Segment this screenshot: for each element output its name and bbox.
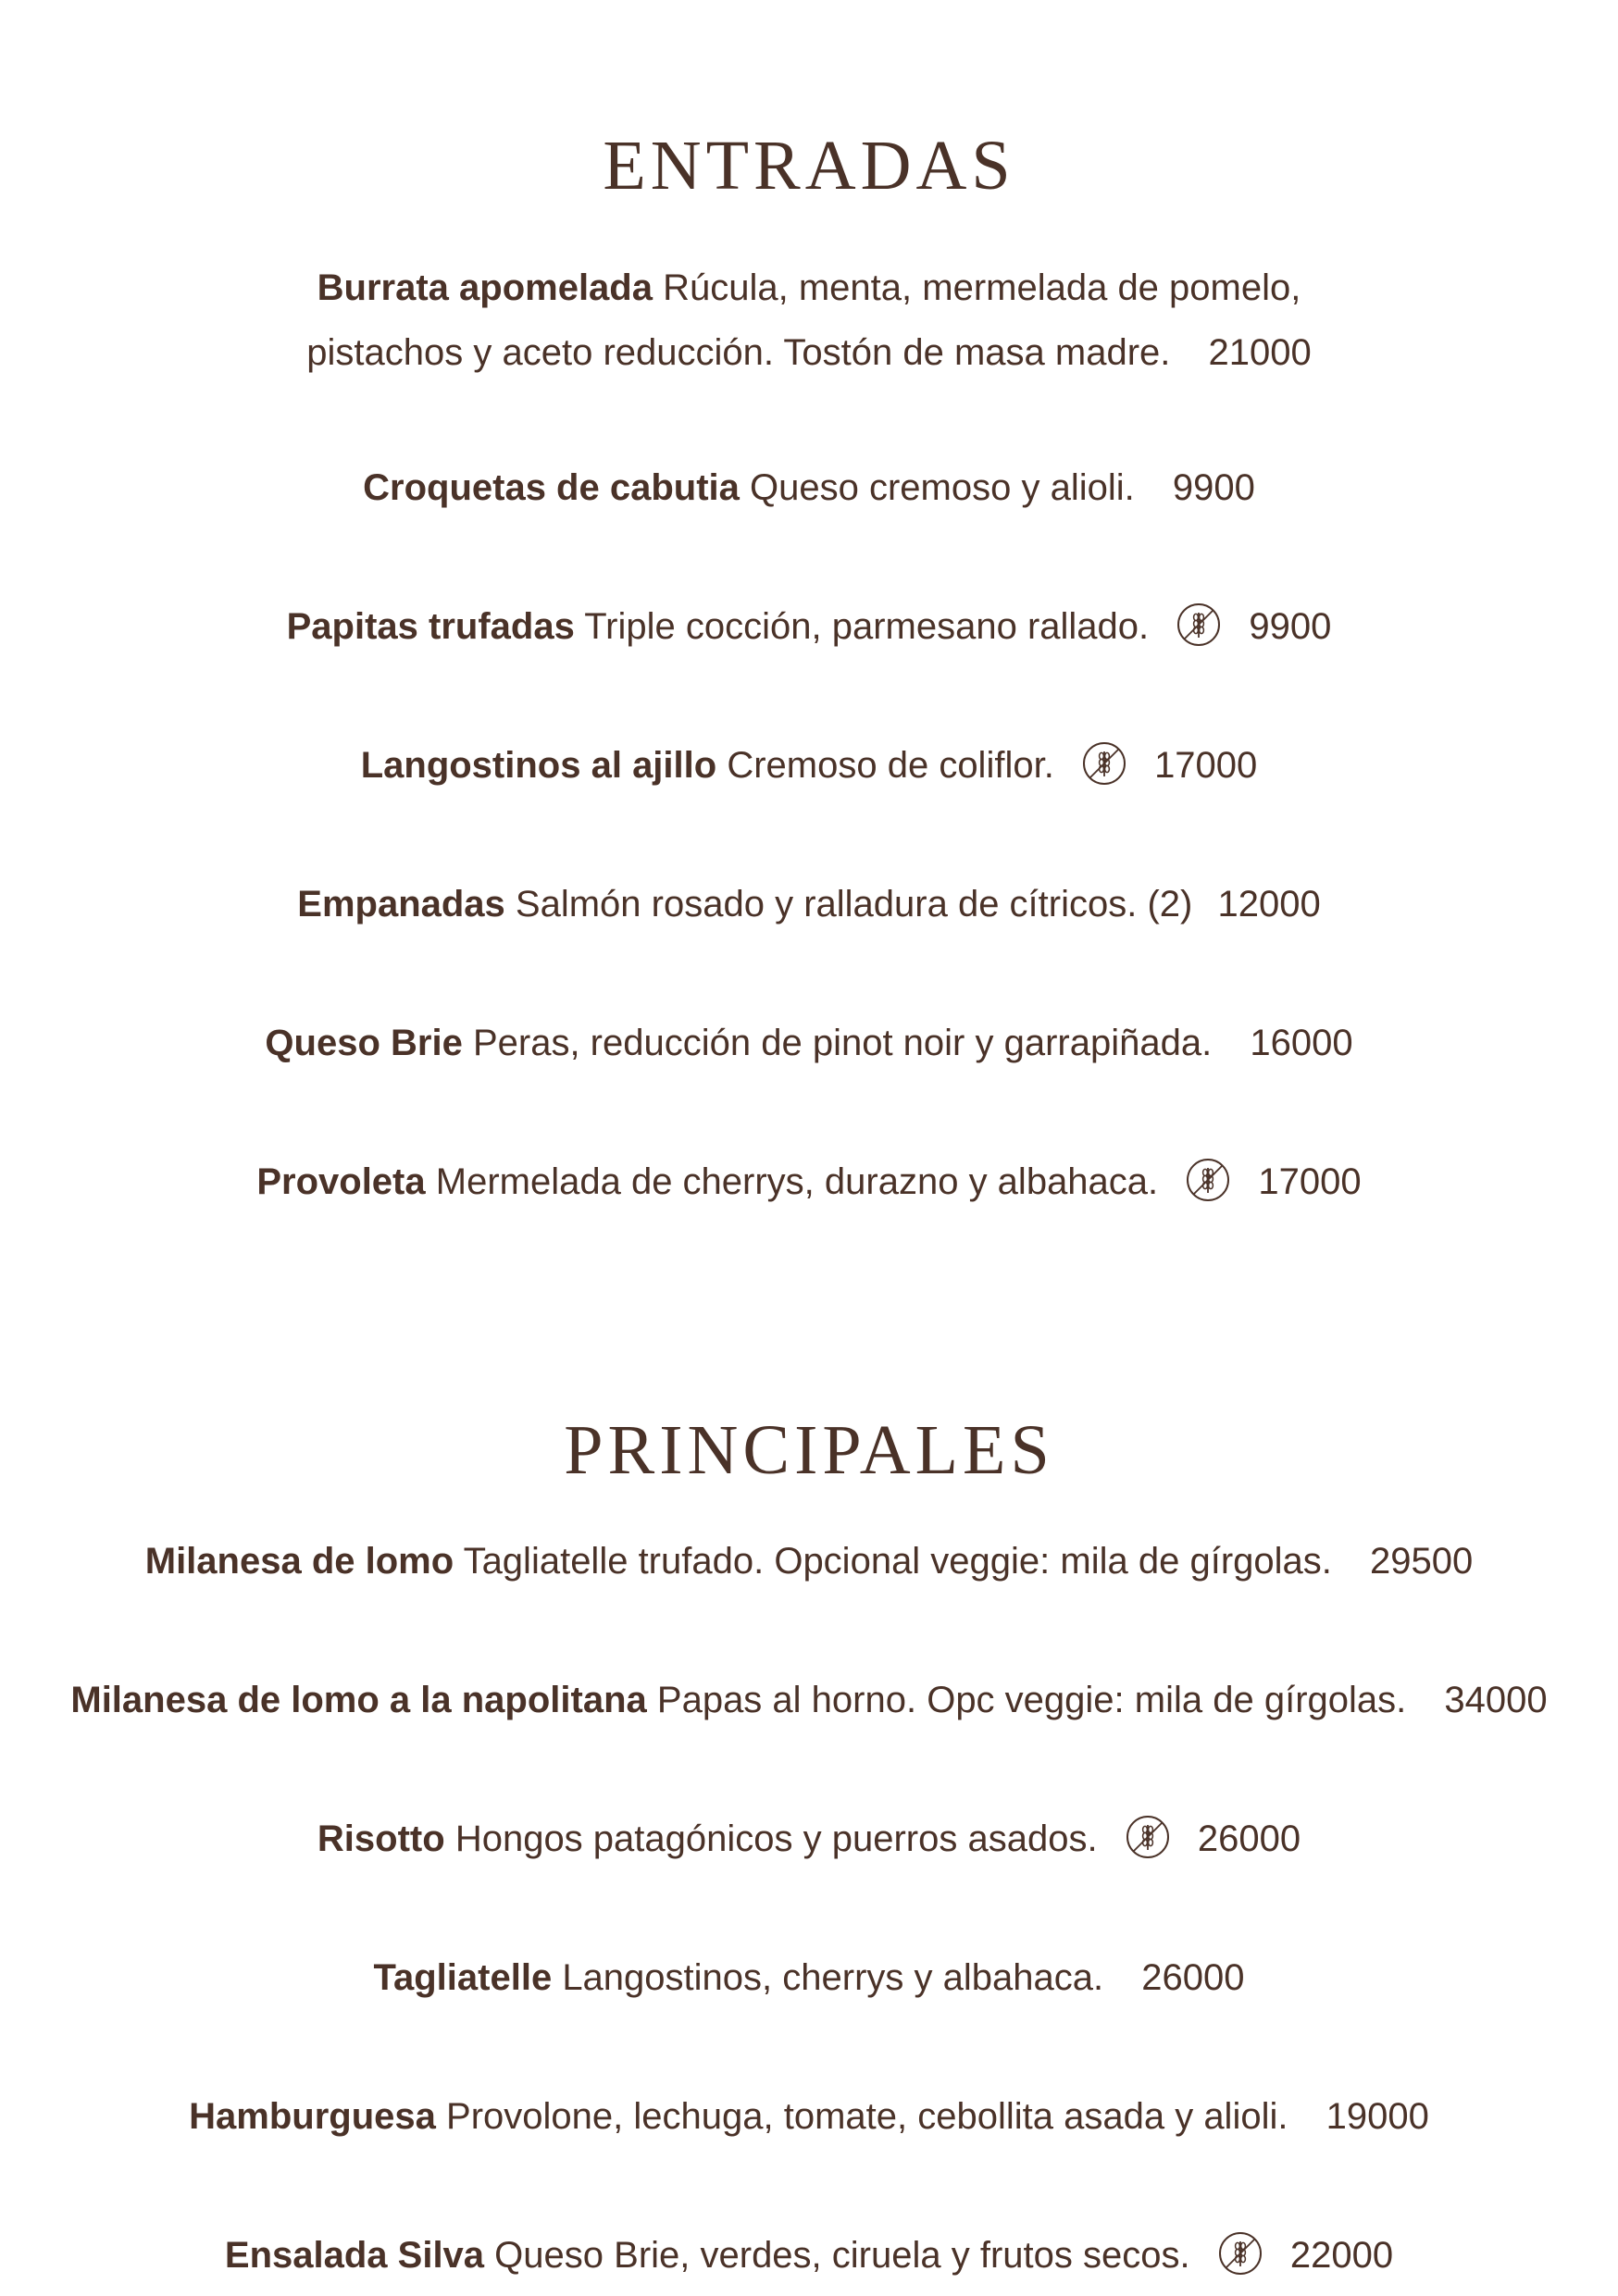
item-name: Tagliatelle xyxy=(373,1957,553,1998)
item-description: Queso Brie, verdes, ciruela y frutos secos. xyxy=(494,2235,1190,2276)
gluten-free-icon xyxy=(1185,1157,1231,1203)
item-description: Langostinos, cherrys y albahaca. xyxy=(562,1957,1104,1998)
item-name: Empanadas xyxy=(297,884,505,925)
menu-item xyxy=(56,1945,1562,2010)
menu-item xyxy=(56,1529,1562,1594)
item-name: Risotto xyxy=(317,1818,445,1859)
gluten-free-icon xyxy=(1125,1814,1171,1860)
menu-item xyxy=(56,872,1562,937)
item-description: Cremoso de coliflor. xyxy=(727,745,1054,786)
item-description: Triple cocción, parmesano rallado. xyxy=(584,606,1150,647)
item-description: Provolone, lechuga, tomate, cebollita asada y alioli. xyxy=(446,2096,1288,2137)
item-price: 17000 xyxy=(1258,1161,1362,1202)
item-description: Peras, reducción de pinot noir y garrapiñada. xyxy=(472,1023,1213,1063)
item-name: Milanesa de lomo a la napolitana xyxy=(70,1680,647,1720)
item-description: Hongos patagónicos y puerros asados. xyxy=(454,1818,1098,1859)
gluten-free-icon xyxy=(1081,740,1127,787)
item-price: 22000 xyxy=(1289,2235,1394,2276)
item-price: 26000 xyxy=(1197,1818,1301,1859)
item-name: Croquetas de cabutia xyxy=(363,467,740,508)
item-price: 21000 xyxy=(1208,332,1312,373)
item-name: Provoleta xyxy=(256,1161,426,1202)
item-price: 9900 xyxy=(1172,467,1255,508)
item-price: 12000 xyxy=(1217,884,1321,925)
menu-item xyxy=(56,1149,1562,1214)
menu-item xyxy=(56,1668,1562,1732)
item-price: 16000 xyxy=(1250,1023,1353,1063)
item-name: Langostinos al ajillo xyxy=(360,745,717,786)
item-name: Milanesa de lomo xyxy=(144,1541,454,1582)
menu-item xyxy=(56,1806,1562,1871)
item-name: Hamburguesa xyxy=(189,2096,436,2137)
entradas-title: ENTRADAS xyxy=(603,126,1015,205)
menu-item xyxy=(56,455,1562,520)
item-description: Rúcula, menta, mermelada de pomelo, pistachos y aceto reducción. Tostón de masa madre. xyxy=(306,267,1301,373)
item-price: 9900 xyxy=(1249,606,1332,647)
item-description: Mermelada de cherrys, durazno y albahaca. xyxy=(435,1161,1159,1202)
menu-item xyxy=(56,2084,1562,2149)
item-price: 34000 xyxy=(1444,1680,1548,1720)
item-price: 19000 xyxy=(1326,2096,1429,2137)
item-name: Queso Brie xyxy=(265,1023,463,1063)
menu-item xyxy=(56,733,1562,798)
menu-item xyxy=(259,255,1359,385)
gluten-free-icon xyxy=(1217,2230,1263,2277)
item-name: Burrata apomelada xyxy=(317,267,653,308)
menu-item xyxy=(56,1011,1562,1075)
item-description: Papas al horno. Opc veggie: mila de gírgolas. xyxy=(656,1680,1407,1720)
menu-item xyxy=(56,594,1562,659)
item-description: Tagliatelle trufado. Opcional veggie: mila de gírgolas. xyxy=(463,1541,1332,1582)
item-description: Salmón rosado y ralladura de cítricos. (2) xyxy=(515,884,1193,925)
principales-title: PRINCIPALES xyxy=(564,1410,1054,1489)
menu-item xyxy=(56,2223,1562,2288)
item-price: 17000 xyxy=(1154,745,1258,786)
item-description: Queso cremoso y alioli. xyxy=(750,467,1135,508)
gluten-free-icon xyxy=(1176,602,1222,648)
item-price: 26000 xyxy=(1141,1957,1245,1998)
item-name: Papitas trufadas xyxy=(286,606,575,647)
item-name: Ensalada Silva xyxy=(224,2235,485,2276)
item-price: 29500 xyxy=(1370,1541,1474,1582)
